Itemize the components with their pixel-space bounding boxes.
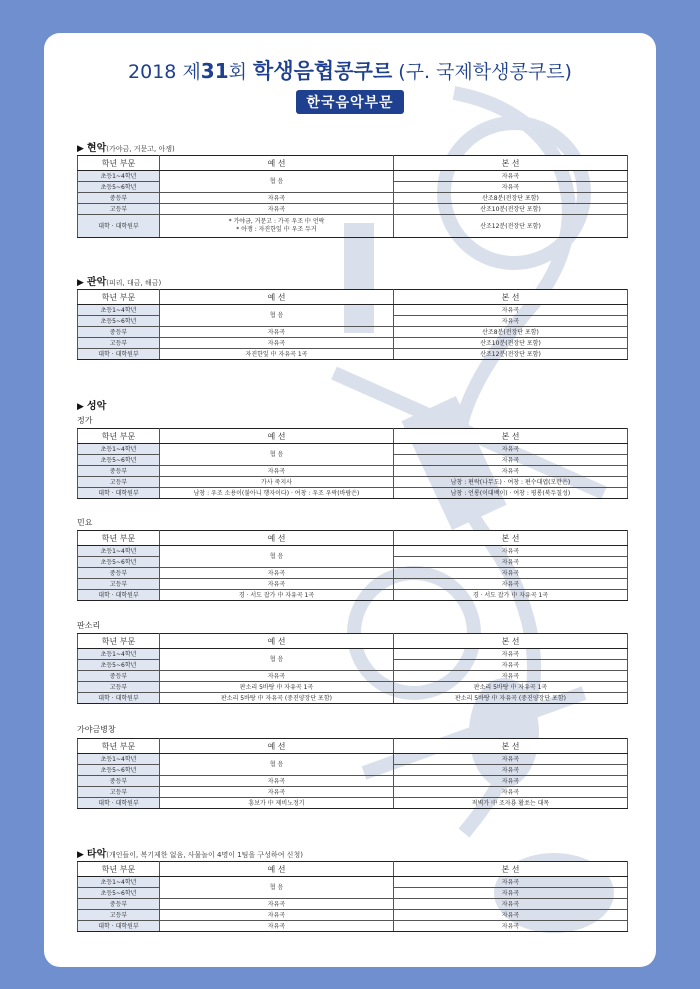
section-paren: (피리, 대금, 해금) [106,279,162,287]
table-row [78,444,628,455]
final-cell: 자유곡 [394,568,628,579]
col-final: 본 선 [394,290,628,305]
final-cell: 판소리 5바탕 中 자유곡 1곡 [394,682,628,693]
grade-cell: 중등부 [78,466,160,477]
grade-cell: 중등부 [78,899,160,910]
table-gwanak [77,289,628,360]
section-gwanak-heading [77,273,161,288]
final-cell: 자유곡 [394,649,628,660]
final-cell: 자유곡 [394,546,628,557]
grade-cell: 중등부 [78,193,160,204]
final-cell: 자유곡 [394,660,628,671]
grade-cell: 대학 · 대학원부 [78,349,160,360]
col-final: 본 선 [394,156,628,171]
grade-cell: 대학 · 대학원부 [78,693,160,704]
col-prelim: 예 선 [160,429,394,444]
table-pansori [77,633,628,704]
table-minyo [77,530,628,601]
table-row [78,204,628,215]
prelim-cell: 흥보가 中 제비노정기 [160,798,394,809]
prelim-merged-cell: 협 음 [160,305,394,327]
title-number: 31 [200,59,229,83]
prelim-cell: 남창 : 우조 소용이(불아니 행자이다) · 여창 : 우조 우락(바람은) [160,488,394,499]
final-cell: 자유곡 [394,444,628,455]
poster-header [44,59,656,114]
prelim-cell: 자유곡 [160,776,394,787]
final-cell: 산조10분(전장단 포함) [394,338,628,349]
table-header-row [78,156,628,171]
prelim-cell: 자유곡 [160,579,394,590]
table-row [78,488,628,499]
final-cell: 경 · 서도 잡가 中 자유곡 1곡 [394,590,628,601]
table-row [78,579,628,590]
table-row [78,590,628,601]
prelim-cell: 자유곡 [160,466,394,477]
section-seongak-heading [77,397,106,412]
grade-cell: 대학 · 대학원부 [78,798,160,809]
final-cell: 자유곡 [394,671,628,682]
final-cell: 자유곡 [394,910,628,921]
final-cell: 적벽가 中 조자룡 활쏘는 대목 [394,798,628,809]
prelim-cell: 자유곡 [160,910,394,921]
final-cell: 자유곡 [394,888,628,899]
subsection-pansori-heading: 판소리 [77,621,101,630]
table-row [78,649,628,660]
section-title: 성악 [86,401,107,412]
table-row [78,671,628,682]
table-header-row [78,531,628,546]
table-row [78,349,628,360]
grade-cell: 중등부 [78,568,160,579]
table-row [78,215,628,238]
grade-cell: 고등부 [78,338,160,349]
section-title: 타악 [86,849,107,860]
col-grade: 학년 부문 [78,739,160,754]
prelim-cell: 자유곡 [160,921,394,932]
final-cell: 자유곡 [394,182,628,193]
grade-cell: 중등부 [78,327,160,338]
table-header-row [78,862,628,877]
final-cell: 자유곡 [394,316,628,327]
subsection-jeongga-heading: 정가 [77,416,93,425]
col-prelim: 예 선 [160,739,394,754]
section-paren: (개인들이, 복기제한 없음, 사물놀이 4명이 1팀을 구성하여 신청) [106,851,303,859]
col-final: 본 선 [394,739,628,754]
table-row [78,568,628,579]
grade-cell: 초등5~6학년 [78,316,160,327]
col-final: 본 선 [394,531,628,546]
col-prelim: 예 선 [160,156,394,171]
final-cell: 산조12분(전장단 포함) [394,349,628,360]
final-cell: 남창 : 편락(나무도) · 여창 : 편수대엽(모란은) [394,477,628,488]
grade-cell: 초등1~4학년 [78,305,160,316]
title-main: 학생음협 [253,59,335,83]
final-cell: 자유곡 [394,765,628,776]
page-subtitle: 한국음악부문 [296,90,403,114]
grade-cell: 대학 · 대학원부 [78,488,160,499]
table-row [78,338,628,349]
prelim-cell: 자유곡 [160,899,394,910]
table-header-row [78,290,628,305]
table-row [78,477,628,488]
prelim-merged-cell: 협 음 [160,754,394,776]
prelim-cell: 자유곡 [160,568,394,579]
table-row [78,776,628,787]
table-row [78,193,628,204]
title-hoe: 회 [228,61,247,83]
final-cell: 자유곡 [394,579,628,590]
col-grade: 학년 부문 [78,634,160,649]
table-row [78,798,628,809]
col-grade: 학년 부문 [78,290,160,305]
prelim-merged-cell: 협 음 [160,877,394,899]
prelim-cell: 가사 죽지사 [160,477,394,488]
grade-cell: 중등부 [78,671,160,682]
col-grade: 학년 부문 [78,862,160,877]
table-row [78,754,628,765]
col-final: 본 선 [394,862,628,877]
table-taak [77,861,628,932]
final-cell: 산조10분(전장단 포함) [394,204,628,215]
prelim-merged-cell: 협 음 [160,171,394,193]
grade-cell: 고등부 [78,204,160,215]
col-prelim: 예 선 [160,862,394,877]
section-paren: (가야금, 거문고, 아쟁) [106,145,175,153]
final-cell: 자유곡 [394,171,628,182]
grade-cell: 초등1~4학년 [78,754,160,765]
grade-cell: 고등부 [78,477,160,488]
final-cell: 판소리 5바탕 中 자유곡 (중진양장단 포함) [394,693,628,704]
col-grade: 학년 부문 [78,156,160,171]
final-cell: 자유곡 [394,466,628,477]
table-row [78,546,628,557]
section-marker: ▶ [77,278,84,288]
final-cell: 자유곡 [394,899,628,910]
prelim-cell: 자유곡 [160,671,394,682]
subsection-gayageum-heading: 가야금병창 [77,725,116,734]
table-header-row [78,429,628,444]
title-paren: (구. 국제학생콩쿠르) [398,61,572,83]
table-jeongga [77,428,628,499]
prelim-note-line: * 가야금, 거문고 : 가곡 우조 中 언락 [228,218,325,225]
table-row [78,171,628,182]
table-gayageum [77,738,628,809]
page-title [44,59,656,84]
grade-cell: 초등5~6학년 [78,888,160,899]
grade-cell: 고등부 [78,579,160,590]
prelim-merged-cell: 협 음 [160,444,394,466]
grade-cell: 초등1~4학년 [78,649,160,660]
table-row [78,682,628,693]
final-cell: 자유곡 [394,787,628,798]
title-year: 2018 [128,61,177,83]
col-prelim: 예 선 [160,290,394,305]
prelim-cell: 판소리 5바탕 中 자유곡 1곡 [160,682,394,693]
table-row [78,877,628,888]
prelim-cell: 자유곡 [160,193,394,204]
grade-cell: 초등5~6학년 [78,557,160,568]
prelim-cell: 자유곡 [160,327,394,338]
grade-cell: 고등부 [78,787,160,798]
grade-cell: 초등1~4학년 [78,171,160,182]
grade-cell: 초등1~4학년 [78,546,160,557]
grade-cell: 고등부 [78,910,160,921]
final-cell: 자유곡 [394,754,628,765]
prelim-cell: 자진한잎 中 자유곡 1곡 [160,349,394,360]
grade-cell: 초등5~6학년 [78,765,160,776]
grade-cell: 대학 · 대학원부 [78,590,160,601]
prelim-note-line: * 아쟁 : 자진한잎 中 우조 두거 [236,226,317,233]
col-prelim: 예 선 [160,531,394,546]
final-cell: 자유곡 [394,776,628,787]
prelim-cell: 자유곡 [160,338,394,349]
prelim-merged-cell: 협 음 [160,546,394,568]
table-header-row [78,634,628,649]
section-marker: ▶ [77,144,84,154]
grade-cell: 초등5~6학년 [78,182,160,193]
col-final: 본 선 [394,634,628,649]
table-row [78,466,628,477]
prelim-merged-cell: 협 음 [160,649,394,671]
section-title: 현악 [86,143,107,154]
final-cell: 자유곡 [394,557,628,568]
table-header-row [78,739,628,754]
section-marker: ▶ [77,850,84,860]
table-row [78,899,628,910]
prelim-cell: 자유곡 [160,204,394,215]
table-row [78,921,628,932]
grade-cell: 초등5~6학년 [78,455,160,466]
section-title: 관악 [86,277,107,288]
section-taak-heading [77,845,303,860]
subsection-minyo-heading: 민요 [77,518,93,527]
grade-cell: 대학 · 대학원부 [78,921,160,932]
title-rest: 콩쿠르 [334,59,393,83]
col-final: 본 선 [394,429,628,444]
grade-cell: 초등1~4학년 [78,877,160,888]
table-row [78,305,628,316]
final-cell: 자유곡 [394,921,628,932]
prelim-cell: 판소리 5바탕 中 자유곡 (중진양장단 포함) [160,693,394,704]
prelim-cell: 자유곡 [160,787,394,798]
grade-cell: 대학 · 대학원부 [78,215,160,238]
prelim-cell: 경 · 서도 잡가 中 자유곡 1곡 [160,590,394,601]
final-cell: 자유곡 [394,305,628,316]
grade-cell: 고등부 [78,682,160,693]
table-row [78,327,628,338]
final-cell: 산조8분(전장단 포함) [394,193,628,204]
table-row [78,787,628,798]
final-cell: 산조12분(전장단 포함) [394,215,628,238]
section-marker: ▶ [77,402,84,412]
section-hyeonak-heading [77,139,175,154]
poster-card [44,33,656,967]
prelim-note-cell [160,215,394,238]
grade-cell: 중등부 [78,776,160,787]
grade-cell: 초등5~6학년 [78,660,160,671]
grade-cell: 초등1~4학년 [78,444,160,455]
final-cell: 산조8분(전장단 포함) [394,327,628,338]
table-row [78,693,628,704]
table-row [78,910,628,921]
final-cell: 남창 : 언롱(이대백이) · 여창 : 평롱(북두칠성) [394,488,628,499]
final-cell: 자유곡 [394,455,628,466]
col-grade: 학년 부문 [78,429,160,444]
col-grade: 학년 부문 [78,531,160,546]
col-prelim: 예 선 [160,634,394,649]
title-pre: 제 [182,61,201,83]
table-hyeonak [77,155,628,238]
final-cell: 자유곡 [394,877,628,888]
